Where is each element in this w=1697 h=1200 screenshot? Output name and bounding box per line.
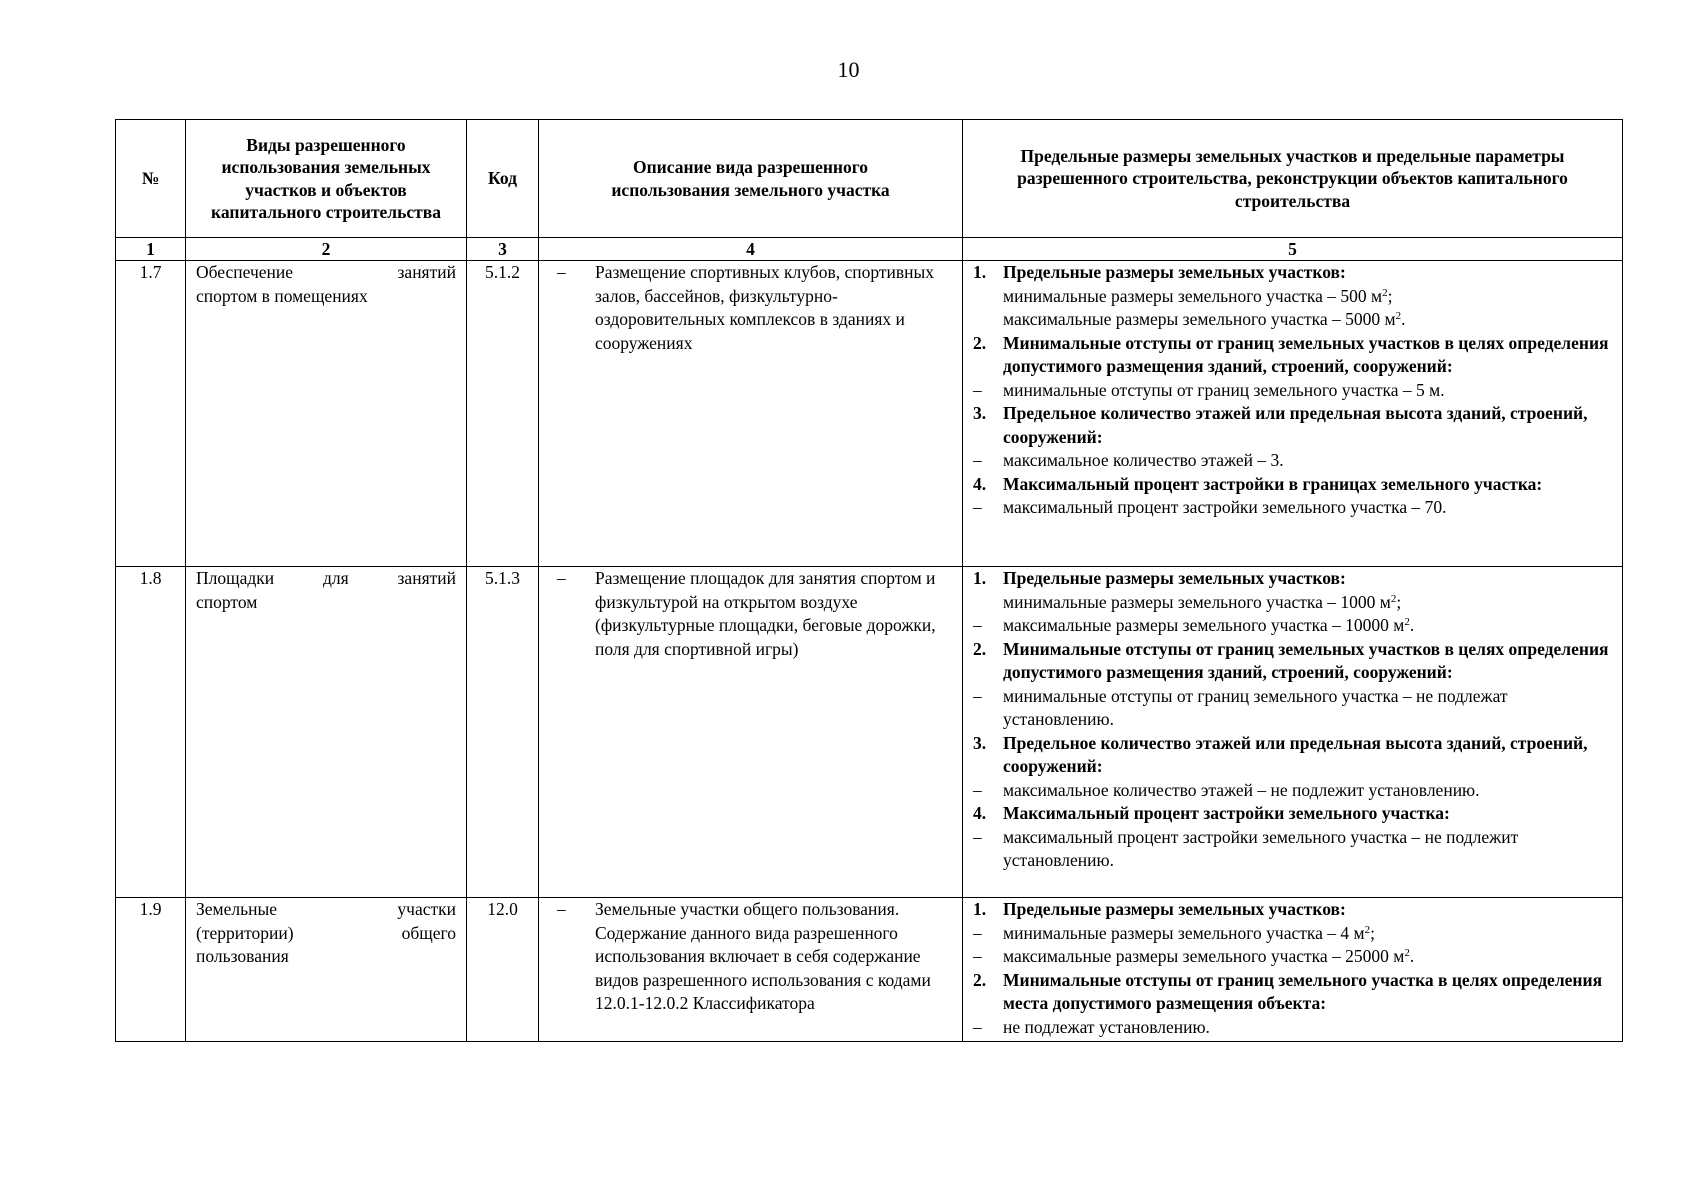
parameter-item — [963, 449, 1612, 473]
parameter-text-wrap — [1003, 379, 1612, 403]
description-dash: – — [557, 262, 566, 282]
parameter-heading — [963, 332, 1612, 379]
use-type — [186, 898, 467, 1042]
parameter-marker: 2. — [973, 969, 987, 990]
parameter-text: максимальные размеры земельного участка – 5000 м — [1003, 309, 1396, 329]
column-number: 4 — [539, 238, 963, 261]
parameter-text-wrap — [1003, 1016, 1612, 1040]
use-type-line: пользования — [196, 946, 289, 966]
unit-superscript: 2 — [1364, 923, 1371, 936]
parameter-text-wrap — [1003, 922, 1612, 946]
description-dash: – — [557, 899, 566, 919]
description-dash: – — [557, 568, 566, 588]
parameter-text: минимальные отступы от границ земельного участка – не подлежат установлению. — [1003, 685, 1508, 729]
header-row — [116, 120, 1623, 238]
parameter-text: максимальные размеры земельного участка – 10000 м — [1003, 615, 1405, 635]
column-number: 2 — [186, 238, 467, 261]
parameter-item — [963, 779, 1612, 803]
header-type: Виды разрешенного использования земельных участков и объектов капитального строительства — [186, 120, 467, 238]
parameter-text: минимальные размеры земельного участка – 4 м — [1003, 922, 1365, 943]
use-type-line: Обеспечение занятий — [196, 262, 456, 282]
header-params: Предельные размеры земельных участков и предельные параметры разрешенного строительства, реконструкции объектов капитального строительства — [963, 120, 1623, 238]
parameter-text-wrap — [1003, 969, 1612, 1016]
parameter-item — [963, 285, 1612, 309]
row-number: 1.7 — [116, 261, 186, 567]
parameter-text-wrap — [1003, 591, 1612, 615]
parameter-text-wrap — [1003, 308, 1612, 332]
description-text: Земельные участки общего пользования. Содержание данного вида разрешенного использования включает в себя содержание видов разрешенного использования с кодами 12.0.1-12.0.2 Классификатора — [595, 899, 931, 1013]
parameter-item — [963, 591, 1612, 615]
use-type-line: спортом в помещениях — [196, 285, 368, 306]
use-code: 5.1.2 — [467, 261, 539, 567]
parameter-text: максимальный процент застройки земельного участка – не подлежит установлению. — [1003, 826, 1519, 870]
parameter-text-wrap — [1003, 945, 1612, 969]
parameter-heading — [963, 969, 1612, 1016]
use-type-line: Площадки для занятий — [196, 568, 456, 588]
use-type-line: Земельные участки — [196, 899, 456, 919]
parameter-text: Предельное количество этажей или предельная высота зданий, строений, сооружений: — [1003, 732, 1588, 776]
parameter-marker — [963, 591, 1003, 615]
parameter-text-wrap — [1003, 567, 1612, 591]
parameter-item — [963, 496, 1612, 520]
use-code: 12.0 — [467, 898, 539, 1042]
parameter-marker: – — [973, 922, 982, 943]
parameter-heading — [963, 898, 1612, 922]
parameter-marker: 1. — [973, 899, 987, 919]
parameter-marker: 4. — [973, 473, 987, 494]
use-description — [539, 898, 963, 1042]
parameter-text: Предельные размеры земельных участков: — [1003, 899, 1346, 919]
use-type — [186, 261, 467, 567]
column-number: 3 — [467, 238, 539, 261]
parameter-heading — [963, 473, 1612, 497]
parameter-marker — [963, 308, 1003, 332]
parameter-item — [963, 379, 1612, 403]
parameter-marker: – — [973, 615, 982, 635]
parameter-text: минимальные отступы от границ земельного участка – 5 м. — [1003, 379, 1445, 400]
parameter-text-wrap — [1003, 898, 1612, 922]
column-number: 5 — [963, 238, 1623, 261]
use-type-line: (территории) общего — [196, 922, 456, 943]
parameter-marker: – — [973, 497, 982, 517]
column-number-row — [116, 238, 1623, 261]
unit-superscript: 2 — [1390, 592, 1397, 605]
parameter-marker: – — [973, 379, 982, 400]
parameter-text: Предельное количество этажей или предельная высота зданий, строений, сооружений: — [1003, 403, 1588, 447]
parameter-marker — [963, 285, 1003, 309]
parameter-text-wrap — [1003, 449, 1612, 473]
header-code: Код — [467, 120, 539, 238]
parameter-marker: – — [973, 826, 982, 847]
parameter-marker: 1. — [973, 568, 987, 588]
parameter-marker: – — [973, 779, 982, 800]
parameter-text-wrap — [1003, 473, 1612, 497]
parameter-text-wrap — [1003, 496, 1612, 520]
parameter-marker: 3. — [973, 403, 987, 423]
description-text: Размещение площадок для занятия спортом и физкультурой на открытом воздухе (физкультурные площадки, беговые дорожки, поля для спортивной игры) — [595, 568, 936, 659]
column-number: 1 — [116, 238, 186, 261]
parameter-text-wrap — [1003, 285, 1612, 309]
parameter-marker: 2. — [973, 638, 987, 659]
parameter-item — [963, 826, 1612, 873]
parameter-text: Предельные размеры земельных участков: — [1003, 262, 1346, 282]
parameter-marker: 2. — [973, 332, 987, 353]
parameter-heading — [963, 802, 1612, 826]
parameter-text-wrap — [1003, 402, 1612, 449]
parameter-text: минимальные размеры земельного участка – 500 м — [1003, 285, 1383, 306]
parameter-heading — [963, 402, 1612, 449]
table-row — [116, 261, 1623, 567]
parameter-punctuation: . — [1401, 309, 1406, 329]
use-type — [186, 567, 467, 898]
parameter-text-wrap — [1003, 638, 1612, 685]
parameter-text-wrap — [1003, 614, 1612, 638]
parameter-punctuation: . — [1409, 615, 1415, 635]
parameter-marker: – — [973, 450, 982, 470]
use-parameters — [963, 567, 1623, 898]
parameter-punctuation: ; — [1370, 922, 1375, 943]
parameter-heading — [963, 567, 1612, 591]
parameter-text: максимальное количество этажей – не подлежит установлению. — [1003, 779, 1480, 800]
table-row — [116, 898, 1623, 1042]
parameter-item — [963, 1016, 1612, 1040]
parameter-text-wrap — [1003, 685, 1612, 732]
parameter-text: максимальный процент застройки земельного участка – 70. — [1003, 497, 1447, 517]
parameter-item — [963, 922, 1612, 946]
land-use-table — [115, 119, 1623, 1042]
parameter-heading — [963, 732, 1612, 779]
parameter-text: Минимальные отступы от границ земельного участка в целях определения места допустимого размещения объекта: — [1003, 969, 1603, 1013]
header-num: № — [116, 120, 186, 238]
parameter-text: минимальные размеры земельного участка – 1000 м — [1003, 591, 1391, 612]
parameter-punctuation: ; — [1396, 591, 1402, 612]
use-description — [539, 261, 963, 567]
use-code: 5.1.3 — [467, 567, 539, 898]
unit-superscript: 2 — [1404, 947, 1410, 959]
parameter-text-wrap — [1003, 261, 1612, 285]
parameter-marker: – — [973, 946, 982, 966]
use-parameters — [963, 261, 1623, 567]
parameter-marker: 1. — [973, 262, 987, 282]
parameter-item — [963, 945, 1612, 969]
parameter-text: максимальные размеры земельного участка – 25000 м — [1003, 946, 1405, 966]
parameter-marker: – — [973, 685, 982, 706]
parameter-punctuation: ; — [1387, 285, 1393, 306]
description-text: Размещение спортивных клубов, спортивных залов, бассейнов, физкультурно-оздоровительных комплексов в зданиях и сооружениях — [595, 262, 935, 353]
row-number: 1.8 — [116, 567, 186, 898]
header-description: Описание вида разрешенного использования земельного участка — [539, 120, 963, 238]
parameter-text: максимальное количество этажей – 3. — [1003, 450, 1284, 470]
parameter-text-wrap — [1003, 332, 1612, 379]
parameter-marker: 3. — [973, 732, 987, 753]
use-type-line: спортом — [196, 591, 258, 612]
parameter-text-wrap — [1003, 779, 1612, 803]
parameter-text: не подлежат установлению. — [1003, 1016, 1210, 1037]
parameter-text: Минимальные отступы от границ земельных участков в целях определения допустимого размещения зданий, строений, сооружений: — [1003, 638, 1609, 682]
parameter-heading — [963, 261, 1612, 285]
use-parameters — [963, 898, 1623, 1042]
parameter-heading — [963, 638, 1612, 685]
table-row — [116, 567, 1623, 898]
parameter-item — [963, 308, 1612, 332]
parameter-text: Максимальный процент застройки земельного участка: — [1003, 803, 1450, 823]
use-description — [539, 567, 963, 898]
parameter-text: Минимальные отступы от границ земельных участков в целях определения допустимого размещения зданий, строений, сооружений: — [1003, 332, 1609, 376]
parameter-text-wrap — [1003, 732, 1612, 779]
unit-superscript: 2 — [1404, 616, 1410, 628]
row-number: 1.9 — [116, 898, 186, 1042]
parameter-text-wrap — [1003, 826, 1612, 873]
parameter-text: Максимальный процент застройки в границах земельного участка: — [1003, 473, 1543, 494]
parameter-text-wrap — [1003, 802, 1612, 826]
unit-superscript: 2 — [1382, 286, 1388, 299]
parameter-marker: – — [973, 1016, 982, 1037]
parameter-marker: 4. — [973, 803, 987, 823]
unit-superscript: 2 — [1395, 310, 1402, 322]
parameter-punctuation: . — [1409, 946, 1415, 966]
page-number: 10 — [837, 57, 860, 82]
parameter-item — [963, 685, 1612, 732]
parameter-item — [963, 614, 1612, 638]
parameter-text: Предельные размеры земельных участков: — [1003, 568, 1346, 588]
